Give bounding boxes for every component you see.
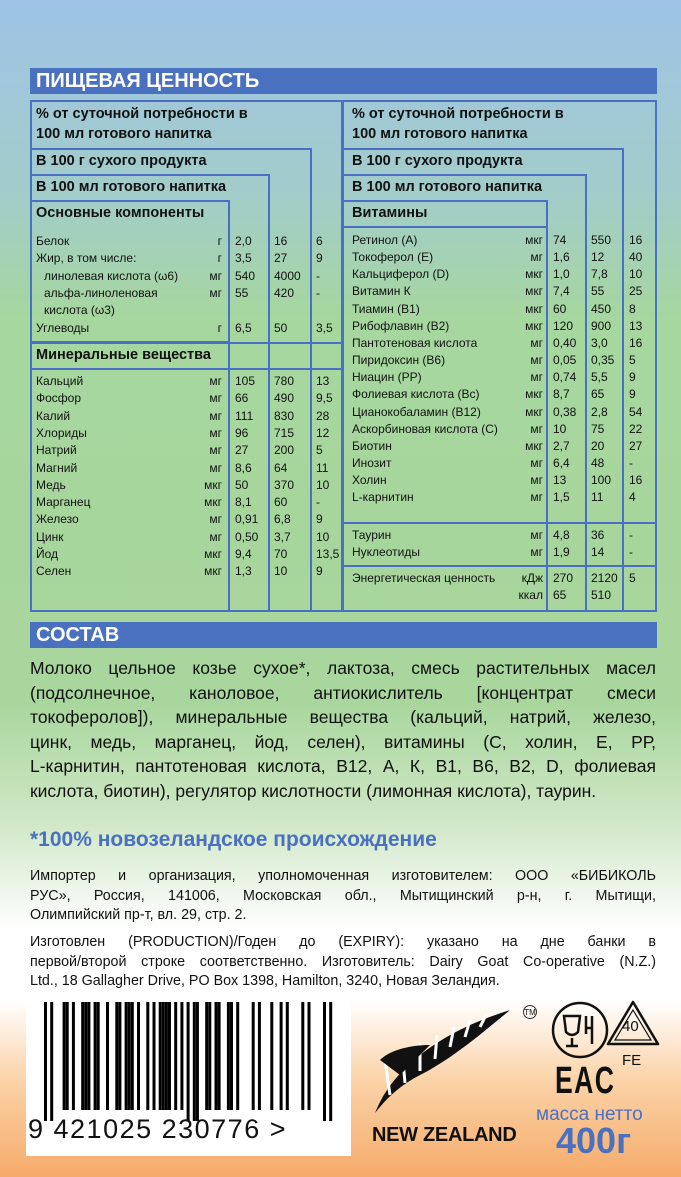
nutrient-row <box>0 421 681 438</box>
nutrient-name: Углеводы <box>36 320 90 335</box>
importer-line: Олимпийский пр-т, вл. 29, стр. 2. <box>30 907 247 923</box>
composition-text <box>30 656 656 804</box>
value-per-100ml: 1,9 <box>553 545 570 560</box>
barcode-bar <box>323 1002 326 1121</box>
value-per-100ml: 0,38 <box>553 404 577 419</box>
nutrient-row <box>0 570 681 587</box>
daily-percent: 5 <box>316 443 323 458</box>
nutrient-unit: мг <box>530 421 543 436</box>
nutrient-name: Фолиевая кислота (Вс) <box>352 387 480 402</box>
composition-line: кислота, биотин), регулятор кислотности (лимонная кислота), таурин. <box>30 780 597 801</box>
value-per-100ml: 1,6 <box>553 250 570 265</box>
right-header-ready: В 100 мл готового напитка <box>352 179 543 195</box>
value-per-100g: 64 <box>274 460 288 475</box>
value-per-100ml: 60 <box>553 301 567 316</box>
manufacturer-line: Ltd., 18 Gallagher Drive, PO Box 1398, Hamilton, 3240, Новая Зеландия. <box>30 973 500 989</box>
daily-percent: 54 <box>629 404 643 419</box>
nutrient-name: Медь <box>36 477 66 492</box>
barcode-bar <box>72 1002 75 1110</box>
nutrient-unit: мкг <box>525 318 543 333</box>
barcode-bar <box>205 1002 208 1110</box>
value-per-100g: 2,8 <box>591 404 608 419</box>
importer-text <box>30 867 656 926</box>
nutrient-row <box>0 511 681 528</box>
barcode-bar <box>230 1002 233 1110</box>
barcode-bar <box>218 1002 221 1110</box>
value-per-100g: 550 <box>591 233 612 247</box>
value-per-100ml: 0,74 <box>553 370 577 385</box>
daily-percent: 11 <box>316 460 329 475</box>
nutrient-name: Хлориды <box>36 425 87 440</box>
value-per-100g: 0,35 <box>591 353 615 368</box>
nutrient-unit: мкг <box>204 564 222 579</box>
nutrient-name: Калий <box>36 408 71 423</box>
daily-percent: 16 <box>629 335 643 350</box>
value-per-100g: 75 <box>591 421 605 436</box>
daily-percent: 9 <box>629 370 636 385</box>
value-per-100ml: 6,4 <box>553 455 570 470</box>
nutrient-unit: мг <box>530 250 543 265</box>
value-per-100g: 11 <box>591 490 604 505</box>
value-per-100g: 370 <box>274 477 295 492</box>
nutrient-unit: мкг <box>525 404 543 419</box>
value-per-100ml: 50 <box>235 477 249 492</box>
nutrient-unit: мг <box>209 529 222 544</box>
nutrient-name: Витамин К <box>352 284 411 299</box>
value-per-100g: 10 <box>274 564 288 579</box>
daily-percent: 5 <box>629 353 636 368</box>
daily-percent: 16 <box>629 233 643 247</box>
nutrient-row <box>0 489 681 506</box>
daily-percent: 8 <box>629 301 636 316</box>
nutrient-row <box>0 335 681 352</box>
nutrient-name: Жир, в том числе: <box>36 251 137 266</box>
value-per-100ml: 66 <box>235 391 249 406</box>
daily-percent: 10 <box>316 529 330 544</box>
value-per-100ml: 111 <box>235 408 254 423</box>
daily-percent: 10 <box>316 477 330 492</box>
nutrient-row <box>0 249 681 266</box>
left-header-pct-2: 100 мл готового напитка <box>36 126 212 142</box>
nutrient-name: Цианокобаламин (В12) <box>352 404 481 419</box>
value-per-100g: 4000 <box>274 268 301 283</box>
nutrient-row <box>0 283 681 300</box>
new-zealand-logo-text: NEW ZEALAND <box>372 1124 517 1146</box>
barcode <box>26 996 351 1156</box>
nutrient-unit: мкг <box>525 267 543 282</box>
nutrient-name: Нуклеотиды <box>352 545 420 560</box>
nutrient-name: Тиамин (В1) <box>352 301 420 316</box>
nutrient-unit: мг <box>209 391 222 406</box>
value-per-100ml: 0,05 <box>553 353 577 368</box>
value-per-100g: 100 <box>591 473 612 488</box>
nutrient-unit: мг <box>530 455 543 470</box>
value-per-100ml: 0,50 <box>235 529 259 544</box>
recycle-code: 40 <box>622 1018 639 1035</box>
value-per-100g: 14 <box>591 545 605 560</box>
daily-percent: 25 <box>629 284 643 299</box>
value-per-100ml: 6,5 <box>235 320 252 335</box>
nutrition-title: ПИЩЕВАЯ ЦЕННОСТЬ <box>30 68 657 94</box>
manufacturer-text <box>30 933 656 992</box>
value-per-100ml: 55 <box>235 285 249 300</box>
nutrient-name: Холин <box>352 473 387 488</box>
section-vitamins: Витамины <box>352 205 428 221</box>
nutrient-name: Селен <box>36 564 72 579</box>
value-per-100g: 27 <box>274 251 288 266</box>
nutrient-unit: мкг <box>525 301 543 316</box>
daily-percent: 28 <box>316 408 330 423</box>
barcode-digits: 9 421025 230776 > <box>28 1114 287 1144</box>
nutrient-row <box>0 438 681 455</box>
daily-percent: 4 <box>629 490 636 505</box>
daily-percent: 3,5 <box>316 320 333 335</box>
value-per-100g: 5,5 <box>591 370 608 385</box>
value-per-100ml: 2,7 <box>553 438 570 453</box>
nutrient-unit: ккал <box>518 588 543 603</box>
nutrient-unit: мкг <box>204 547 222 561</box>
daily-percent: 13 <box>629 318 643 333</box>
barcode-bar <box>87 1002 90 1110</box>
section-minerals: Минеральные вещества <box>36 347 211 363</box>
value-per-100g: 12 <box>591 250 605 265</box>
nutrient-name: Белок <box>36 234 70 248</box>
nutrient-unit: мг <box>209 374 222 388</box>
value-per-100g: 3,0 <box>591 335 608 350</box>
value-per-100g: 7,8 <box>591 267 608 282</box>
barcode-bar <box>146 1002 149 1110</box>
value-per-100g: 48 <box>591 455 605 470</box>
net-weight-value: 400г <box>556 1120 632 1161</box>
value-per-100ml: 8,7 <box>553 387 570 402</box>
daily-percent: - <box>316 285 320 300</box>
daily-percent: 9 <box>316 564 323 579</box>
barcode-bar <box>270 1002 273 1110</box>
barcode-bar <box>137 1002 140 1110</box>
nutrient-name: Пиридоксин (В6) <box>352 353 446 368</box>
composition-line: Молоко цельное козье сухое*, лактоза, смесь растительных масел <box>30 658 656 678</box>
nutrient-row <box>0 266 681 283</box>
nutrient-row <box>0 455 681 472</box>
right-header-pct-1: % от суточной потребности в <box>352 106 564 122</box>
value-per-100ml: 105 <box>235 374 256 388</box>
composition-line: токоферолов]), минеральные вещества (кальций, натрий, железо, <box>30 707 656 728</box>
value-per-100g: 780 <box>274 374 295 388</box>
nutrient-row <box>0 369 681 386</box>
value-per-100ml: 9,4 <box>235 547 252 561</box>
left-header-pct-1: % от суточной потребности в <box>36 106 248 122</box>
nutrient-unit: г <box>217 320 222 335</box>
daily-percent: 16 <box>629 473 643 488</box>
daily-percent: 9,5 <box>316 391 333 406</box>
value-per-100g: 900 <box>591 318 612 333</box>
barcode-bars <box>26 996 351 1121</box>
nutrient-name: Фосфор <box>36 391 82 406</box>
composition-line: (подсолнечное, каноловое, антиокислитель [концентрат смеси <box>30 682 656 703</box>
nutrient-name: Натрий <box>36 443 77 458</box>
value-per-100ml: 10 <box>553 421 567 436</box>
daily-percent: 27 <box>629 438 643 453</box>
nutrient-unit: мг <box>530 490 543 505</box>
nutrient-unit: мг <box>530 370 543 385</box>
barcode-bar <box>131 1002 134 1110</box>
value-per-100ml: 0,40 <box>553 335 577 350</box>
value-per-100g: 36 <box>591 528 605 542</box>
nutrient-unit: мг <box>209 425 222 440</box>
nutrient-name: Токоферол (Е) <box>352 250 434 265</box>
nutrient-row <box>0 404 681 421</box>
barcode-bar <box>94 1002 97 1110</box>
value-per-100g: 200 <box>274 443 295 458</box>
value-per-100g: 70 <box>274 547 288 561</box>
nutrient-name: Биотин <box>352 438 392 453</box>
nutrient-unit: г <box>217 251 222 266</box>
value-per-100g: 2120 <box>591 571 618 585</box>
value-per-100ml: 8,6 <box>235 460 252 475</box>
nutrient-unit: мг <box>209 285 222 300</box>
daily-percent: - <box>629 455 633 470</box>
barcode-bar <box>329 1002 332 1121</box>
value-per-100g: 3,7 <box>274 529 291 544</box>
nutrient-name: Кальциферол (D) <box>352 267 450 282</box>
nutrient-name: Кальций <box>36 374 84 388</box>
value-per-100g: 510 <box>591 588 612 603</box>
divider <box>342 226 548 228</box>
barcode-bar <box>106 1002 109 1110</box>
barcode-bar <box>44 1002 47 1121</box>
importer-line: Импортер и организация, уполномоченная изготовителем: ООО «БИБИКОЛЬ <box>30 868 656 884</box>
barcode-bar <box>115 1002 118 1110</box>
nutrient-row <box>0 587 681 604</box>
barcode-bar <box>159 1002 162 1110</box>
nutrient-name: Марганец <box>36 495 91 510</box>
nutrient-name: Таурин <box>352 528 392 542</box>
nutrient-name: Инозит <box>352 455 392 470</box>
daily-percent: 9 <box>316 251 323 266</box>
value-per-100g: 830 <box>274 408 295 423</box>
nutrient-unit: кДж <box>521 571 543 585</box>
value-per-100g: 490 <box>274 391 295 406</box>
nutrient-unit: мг <box>209 512 222 527</box>
barcode-bar <box>128 1002 131 1110</box>
value-per-100g: 20 <box>591 438 605 453</box>
daily-percent: 9 <box>629 387 636 402</box>
nutrient-unit: мг <box>209 460 222 475</box>
value-per-100g: 50 <box>274 320 288 335</box>
importer-line: РУС», Россия, 141006, Московская обл., Мытищинский р-н, г. Мытищи, <box>30 887 656 904</box>
barcode-bar <box>236 1002 239 1110</box>
value-per-100ml: 8,1 <box>235 495 252 510</box>
barcode-bar <box>301 1002 304 1110</box>
manufacturer-line: Изготовлен (PRODUCTION)/Годен до (EXPIRY): указано на дне банки в <box>30 934 656 950</box>
value-per-100ml: 96 <box>235 425 249 440</box>
value-per-100g: 60 <box>274 495 288 510</box>
value-per-100ml: 3,5 <box>235 251 252 266</box>
value-per-100ml: 120 <box>553 318 574 333</box>
trademark-icon: TM <box>523 1005 537 1019</box>
barcode-bar <box>125 1002 128 1110</box>
daily-percent: 13,5 <box>316 547 340 561</box>
origin-note: *100% новозеландское происхождение <box>30 828 437 851</box>
barcode-bar <box>84 1002 87 1110</box>
daily-percent: 9 <box>316 512 323 527</box>
value-per-100ml: 1,0 <box>553 267 570 282</box>
value-per-100g: 55 <box>591 284 605 299</box>
nutrient-unit: мг <box>530 473 543 488</box>
nutrient-unit: мг <box>530 545 543 560</box>
right-header-pct-2: 100 мл готового напитка <box>352 126 528 142</box>
value-per-100ml: 4,8 <box>553 528 570 542</box>
nutrient-name: L-карнитин <box>352 490 414 505</box>
barcode-bar <box>187 1002 190 1121</box>
value-per-100ml: 27 <box>235 443 249 458</box>
composition-title: СОСТАВ <box>30 622 657 648</box>
net-weight-label: масса нетто <box>536 1104 643 1125</box>
nutrient-unit: мг <box>530 335 543 350</box>
barcode-bar <box>193 1002 196 1121</box>
nutrient-name: альфа-линоленовая <box>44 285 158 300</box>
nutrient-unit: мкг <box>525 284 543 299</box>
barcode-bar <box>153 1002 156 1110</box>
nutrient-unit: мг <box>530 528 543 542</box>
daily-percent: 6 <box>316 234 323 248</box>
nutrient-row <box>0 544 681 561</box>
value-per-100g: 16 <box>274 234 288 248</box>
daily-percent: 22 <box>629 421 643 436</box>
nutrient-name: Пантотеновая кислота <box>352 335 478 350</box>
left-header-ready: В 100 мл готового напитка <box>36 179 227 195</box>
value-per-100ml: 540 <box>235 268 256 283</box>
nutrient-name: Йод <box>36 547 59 561</box>
daily-percent: - <box>316 268 320 283</box>
daily-percent: - <box>629 528 633 542</box>
value-per-100ml: 7,4 <box>553 284 570 299</box>
manufacturer-line: первой/второй строке соответственно. Изготовитель: Dairy Goat Co-operative (N.Z.) <box>30 953 656 970</box>
barcode-bar <box>180 1002 183 1110</box>
barcode-bar <box>258 1002 261 1110</box>
nutrient-row <box>0 472 681 489</box>
barcode-bar <box>118 1002 121 1110</box>
daily-percent: - <box>316 495 320 510</box>
nutrient-unit: мг <box>209 268 222 283</box>
eac-mark: EAC <box>555 1060 616 1102</box>
value-per-100ml: 0,91 <box>235 512 259 527</box>
nutrient-name: Железо <box>36 512 79 527</box>
nutrient-name: Рибофлавин (В2) <box>352 318 450 333</box>
value-per-100ml: 13 <box>553 473 567 488</box>
barcode-bar <box>252 1002 255 1110</box>
nutrient-name: Магний <box>36 460 78 475</box>
nutrient-unit: мкг <box>525 387 543 402</box>
nutrient-row <box>0 232 681 249</box>
barcode-bar <box>63 1002 66 1110</box>
section-main: Основные компоненты <box>36 205 205 221</box>
barcode-bar <box>81 1002 84 1110</box>
nutrient-name: Ниацин (РР) <box>352 370 422 385</box>
value-per-100ml: 74 <box>553 233 567 247</box>
value-per-100g: 65 <box>591 387 605 402</box>
silver-fern-icon <box>370 1005 520 1120</box>
nutrient-name: Энергетическая ценность <box>352 571 496 585</box>
barcode-bar <box>165 1002 168 1110</box>
daily-percent: 13 <box>316 374 330 388</box>
nutrient-name: Аскорбиновая кислота (С) <box>352 421 498 436</box>
barcode-bar <box>162 1002 165 1110</box>
value-per-100ml: 65 <box>553 588 567 603</box>
right-header-dry: В 100 г сухого продукта <box>352 153 523 169</box>
composition-line: цинк, медь, марганец, йод, селен), витамины (С, холин, Е, РР, <box>30 731 656 752</box>
nutrient-row <box>0 386 681 403</box>
value-per-100ml: 1,3 <box>235 564 252 579</box>
nutrient-unit: мкг <box>204 495 222 510</box>
nutrient-name: линолевая кислота (ω6) <box>44 268 179 283</box>
value-per-100g: 715 <box>274 425 295 440</box>
barcode-bar <box>227 1002 230 1110</box>
nutrient-unit: мкг <box>204 477 222 492</box>
nutrient-unit: мкг <box>525 233 543 247</box>
nutrient-unit: мкг <box>525 438 543 453</box>
daily-percent: 12 <box>316 425 330 440</box>
nutrient-row <box>0 318 681 335</box>
daily-percent: 5 <box>629 571 636 585</box>
barcode-bar <box>208 1002 211 1110</box>
barcode-bar <box>308 1002 311 1110</box>
nutrient-row <box>0 301 681 318</box>
barcode-bar <box>168 1002 171 1110</box>
barcode-bar <box>174 1002 177 1110</box>
value-per-100ml: 270 <box>553 571 574 585</box>
left-header-dry: В 100 г сухого продукта <box>36 153 207 169</box>
barcode-bar <box>66 1002 69 1110</box>
value-per-100g: 450 <box>591 301 612 316</box>
daily-percent: 10 <box>629 267 643 282</box>
value-per-100g: 420 <box>274 285 295 300</box>
value-per-100g: 6,8 <box>274 512 291 527</box>
nutrient-name: Ретинол (А) <box>352 233 418 247</box>
daily-percent: - <box>629 545 633 560</box>
barcode-bar <box>196 1002 199 1121</box>
nutrient-name: Цинк <box>36 529 64 544</box>
nutrient-unit: мг <box>209 443 222 458</box>
value-per-100ml: 2,0 <box>235 234 252 248</box>
nutrient-row <box>0 352 681 369</box>
recycle-material: FE <box>622 1052 642 1069</box>
nutrient-row <box>0 527 681 544</box>
composition-line: L-карнитин, пантотеновая кислота, В12, А, К, В1, В6, В2, D, фолиевая <box>30 756 656 777</box>
food-contact-icon <box>550 1000 610 1060</box>
barcode-bar <box>50 1002 53 1121</box>
nutrient-name: кислота (ω3) <box>44 303 115 318</box>
nutrient-unit: мг <box>209 408 222 423</box>
barcode-bar <box>215 1002 218 1110</box>
barcode-bar <box>97 1002 100 1110</box>
daily-percent: 40 <box>629 250 643 265</box>
barcode-bar <box>286 1002 289 1110</box>
nutrient-unit: мг <box>530 353 543 368</box>
value-per-100ml: 1,5 <box>553 490 570 505</box>
barcode-bar <box>280 1002 283 1110</box>
nutrient-unit: г <box>217 234 222 248</box>
